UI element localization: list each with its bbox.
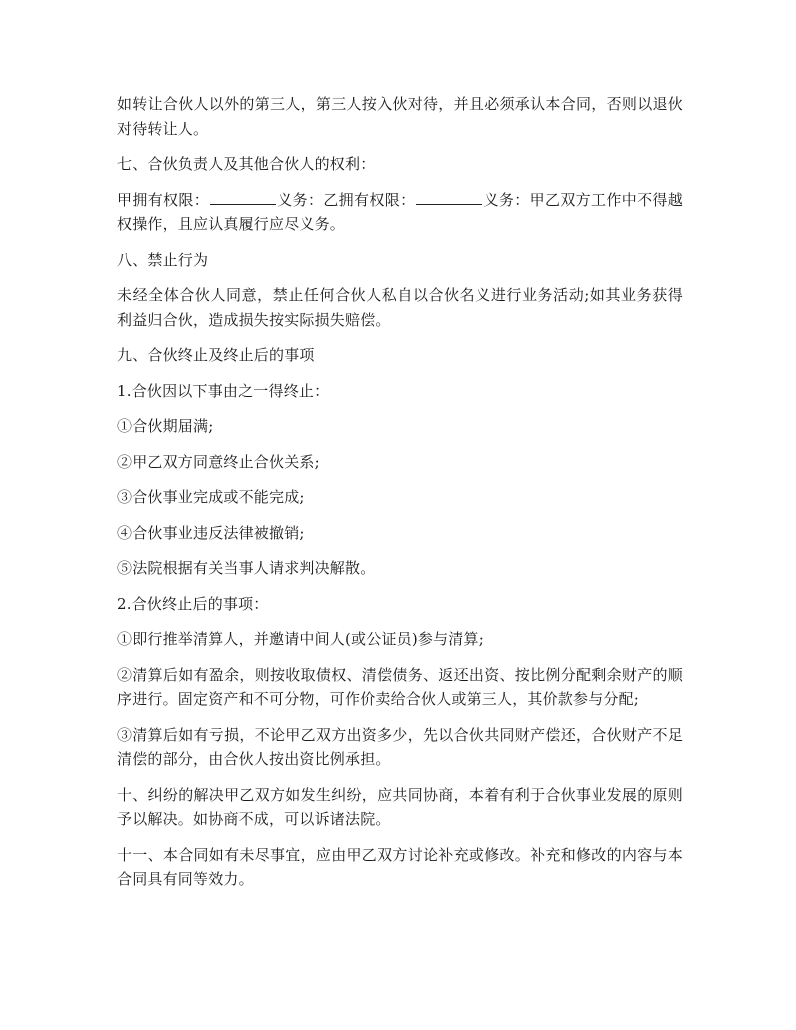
- rights-text-b: 义务：乙拥有权限：: [277, 190, 416, 209]
- list-item-after-3: ③清算后如有亏损，不论甲乙双方出资多少，先以合伙共同财产偿还，合伙财产不足清偿的部分，由合伙人按出资比例承担。: [117, 725, 683, 768]
- subheading-termination-causes: 1.合伙因以下事由之一得终止：: [117, 381, 330, 400]
- heading-section-9: 九、合伙终止及终止后的事项: [117, 346, 315, 364]
- paragraph-transfer-clause: 如转让合伙人以外的第三人，第三人按入伙对待，并且必须承认本合同，否则以退伙对待转让人。: [117, 95, 683, 138]
- fill-in-blank-1: [210, 190, 276, 205]
- list-item-termination-4: ④合伙事业违反法律被撤销;: [117, 523, 305, 542]
- list-item-termination-5: ⑤法院根据有关当事人请求判决解散。: [117, 559, 376, 577]
- list-item-after-1: ①即行推举清算人，并邀请中间人(或公证员)参与清算;: [117, 630, 484, 648]
- document-page: [117, 92, 683, 903]
- rights-text-c: 义务：甲乙双方工作中不得越权操作，且应认真履行应尽义务。: [117, 190, 683, 233]
- subheading-after-termination: 2.合伙终止后的事项：: [117, 594, 269, 613]
- list-item-termination-1: ①合伙期届满;: [117, 417, 214, 435]
- heading-section-11: 十一、本合同如有未尽事宜，应由甲乙双方讨论补充或修改。补充和修改的内容与本合同具有同等效力。: [117, 845, 683, 888]
- heading-section-10: 十、纠纷的解决甲乙双方如发生纠纷，应共同协商，本着有利于合伙事业发展的原则予以解决。如协商不成，可以诉诸法院。: [117, 785, 683, 828]
- paragraph-prohibited-acts: 未经全体合伙人同意，禁止任何合伙人私自以合伙名义进行业务活动;如其业务获得利益归合伙，造成损失按实际损失赔偿。: [117, 286, 683, 329]
- heading-section-8: 八、禁止行为: [117, 250, 209, 269]
- list-item-termination-3: ③合伙事业完成或不能完成;: [117, 488, 305, 506]
- rights-text-a: 甲拥有权限：: [117, 190, 210, 209]
- list-item-after-2: ②清算后如有盈余，则按收取债权、清偿债务、返还出资、按比例分配剩余财产的顺序进行。固定资产和不可分物，可作价卖给合伙人或第三人，其价款参与分配;: [117, 665, 683, 708]
- heading-section-7: 七、合伙负责人及其他合伙人的权利：: [117, 155, 376, 173]
- paragraph-rights: [117, 188, 683, 237]
- list-item-termination-2: ②甲乙双方同意终止合伙关系;: [117, 452, 320, 471]
- fill-in-blank-2: [416, 190, 482, 205]
